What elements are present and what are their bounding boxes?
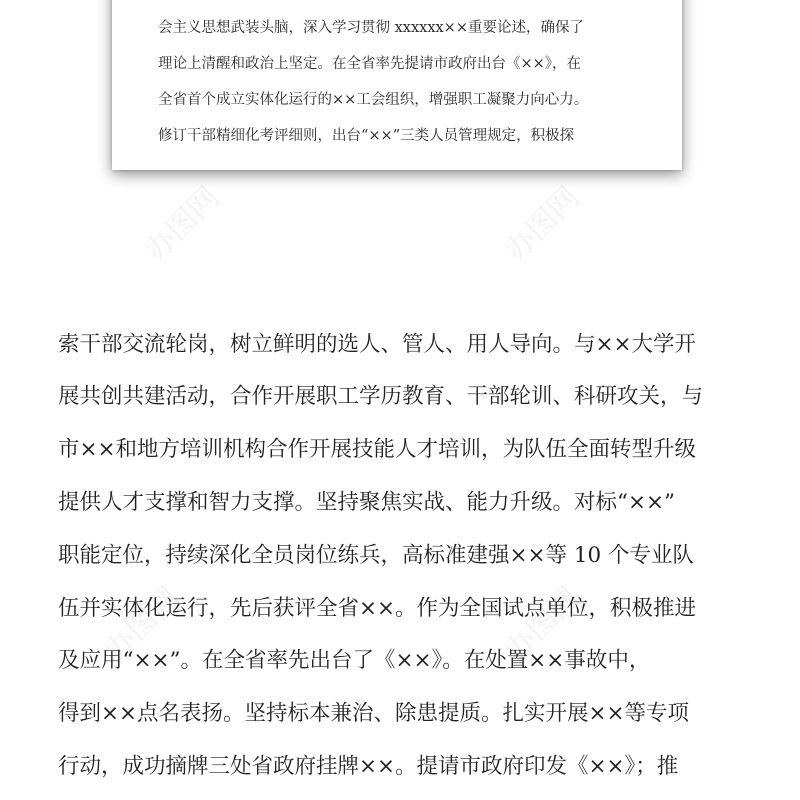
body-text-line: 提供人才支撑和智力支撑。坚持聚焦实战、能力升级。对标“××” bbox=[58, 490, 676, 515]
body-text-line: 行动，成功摘牌三处省政府挂牌××。提请市政府印发《××》；推 bbox=[58, 754, 679, 779]
card-text-line: 理论上清醒和政治上坚定。在全省率先提请市政府出台《××》，在 bbox=[158, 56, 582, 72]
card-text-line: 修订干部精细化考评细则，出台“××”三类人员管理规定，积极探 bbox=[158, 128, 575, 144]
body-text-line: 市××和地方培训机构合作开展技能人才培训，为队伍全面转型升级 bbox=[58, 437, 697, 462]
watermark: 办图网 bbox=[498, 180, 587, 269]
card-text-line: 全省首个成立实体化运行的××工会组织，增强职工凝聚力向心力。 bbox=[158, 92, 589, 108]
body-text-line: 伍并实体化运行，先后获评全省××。作为全国试点单位，积极推进 bbox=[58, 596, 697, 621]
card-text-line bbox=[158, 0, 593, 3]
watermark: 办图网 bbox=[98, 580, 187, 669]
body-text-line: 索干部交流轮岗，树立鲜明的选人、管人、用人导向。与××大学开 bbox=[58, 332, 697, 357]
document-preview-card bbox=[112, 0, 682, 170]
card-text-line: 会主义思想武装头脑，深入学习贯彻 xxxxxx××重要论述，确保了 bbox=[158, 20, 584, 36]
watermark: 办图网 bbox=[498, 580, 587, 669]
body-text-line: 得到××点名表扬。坚持标本兼治、除患提质。扎实开展××等专项 bbox=[58, 701, 690, 726]
body-text-line: 展共创共建活动，合作开展职工学历教育、干部轮训、科研攻关，与 bbox=[58, 384, 704, 409]
body-text-line: 及应用“××”。在全省率先出台了《××》。在处置××事故中， bbox=[58, 648, 651, 673]
watermark: 办图网 bbox=[138, 180, 227, 269]
body-text-line: 职能定位，持续深化全员岗位练兵，高标准建强××等 10 个专业队 bbox=[58, 543, 695, 568]
